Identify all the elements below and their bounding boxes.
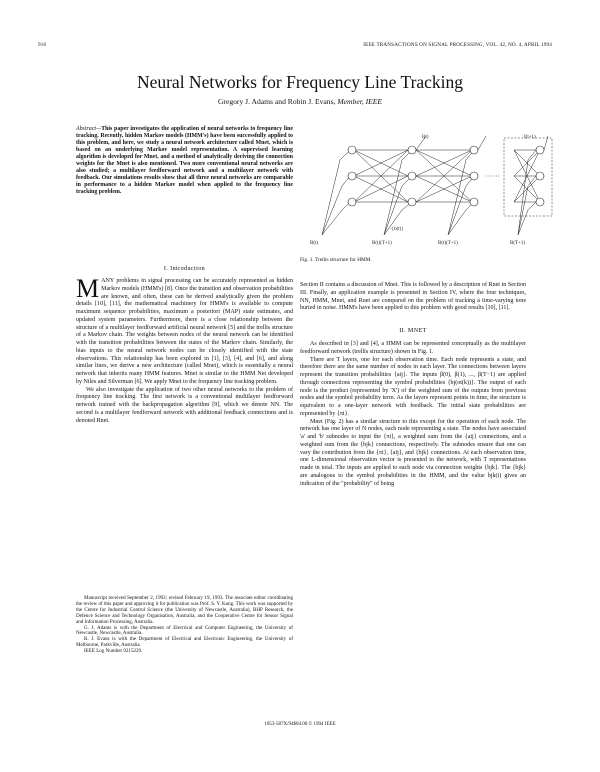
footnotes <box>76 596 293 655</box>
fig-label-top-1: I(t) <box>422 135 429 140</box>
fig-label-bottom-1: B(t) <box>310 241 319 246</box>
footnote-log-number: IEEE Log Number 9215229. <box>84 648 143 655</box>
footnote-evans: R. J. Evans is with the Department of Electrical and Electronic Engineering, the University of Melbourne, Parkville, Australia. <box>76 636 293 649</box>
abstract-label: Abstract— <box>76 126 102 132</box>
page-number: 916 <box>38 42 47 48</box>
abstract-text: This paper investigates the application of neural networks to frequency line tracking. Recently, hidden Markov models (HMM's) have been successfully applied to this problem, and here, we study a neural network architecture called Mnet, which is based on an underlying Markov model representation. A supervised learning algorithm is developed for Mnet, and a method of analytically deriving the connection weights for the Mnet is also mentioned. Two more conventional neural networks are also studied; a multilayer feedforward network and a multilayer network with feedback. Our simulations results show that all three neural networks are comparable in performance to a hidden Markov model when applied to the frequency line tracking problem. <box>76 126 293 195</box>
abstract <box>76 126 293 196</box>
fig-label-mid: -{b(t)} <box>390 227 404 232</box>
fig-label-bottom-2: B(t)(T+1) <box>372 241 392 246</box>
fig-label-top-2: I(t+1) <box>524 135 536 140</box>
fig-label-bottom-3: B(t)(T+1) <box>438 241 458 246</box>
trellis-connections <box>322 136 552 235</box>
mnet-heading: II. MNET <box>399 328 427 334</box>
footnote-manuscript: Manuscript received September 2, 1992; revised February 19, 1993. The associate editor coordinating the review of this paper and approving it for publication was Prof. S. Y. Kung. This work was supported by the Centre for Industrial Control Science (the University of Newcastle, Australia), BHP Research, the Defence Science and Technology Organisation, Australia, and the Cooperative Centre for Sensor Signal and Information Processing, Australia. <box>76 595 293 625</box>
mnet-paragraph-1: As described in [3] and [4], a HMM can be represented conceptually as the multilayer feedforward network (trellis structure) shown in Fig. 1. <box>300 341 526 355</box>
right-column-text <box>300 282 526 313</box>
intro-heading: I. Introduction <box>163 266 206 272</box>
author-membership: Member, IEEE <box>337 97 383 106</box>
intro-paragraph-1: ANY problems in signal processing can be accurately represented as hidden Markov models (HMM's) [8]. Once the transition and observation probabilities are known, and often, these can be derived analytically given the problem details [10], [11], the mathematical machinery for HMM's is available to compute maximum sequence probabilities, maximum a posteriori (MAP) state estimates, and updated system parameters. Furthermore, there is a close relationship between the structure of a multilayer feedforward artificial neural network [5] and the trellis structure of a Markov chain. The weights between nodes of the neural network can be identified with the transition probabilities between the states of the Markov chain. Similarly, the bias inputs to the neural network nodes can be closely identified with the state observations. This relationship has been explored in [1], [3], [4], and [6], and along similar lines, we derive a new architecture (called Mnet), which is essentially a neural network that inherits many HMM features. Mnet is similar to the HMM Net developed by Niles and Silverman [6]. We apply Mnet to the frequency line tracking problem. <box>76 278 293 385</box>
running-header: IEEE TRANSACTIONS ON SIGNAL PROCESSING, VOL. 42, NO. 4, APRIL 1994 <box>363 42 552 48</box>
intro-paragraph-2: We also investigate the application of two other neural networks to the problem of frequency line tracking. The first network is a conventional multilayer feedforward network trained with the backpropagation algorithm [9], which we denote NN. The second is a multilayer feedforward network with additional feedback connections and is denoted Rnet. <box>76 386 293 424</box>
fig-label-bottom-4: B(T+1) <box>510 241 526 246</box>
right-paragraph-1: Section II contains a discussion of Mnet. This is followed by a description of Rnet in Section III. Finally, an application example is presented in Section IV, where the four techniques, NN, HMM, Mnet, and Rnet are compared on the problem of tracking a time-varying tone buried in noise. HMM's have been applied to this problem with good results [10], [11]. <box>300 282 526 312</box>
mnet-paragraph-2: There are T layers, one for each observation time. Each node represents a state, and therefore there are the same number of nodes in each layer. The connections between layers represent the transition probabilities {aij}. The inputs β(0), β(1), ..., β(T−1) are applied through connections representing the symbol probabilities {bj(ot(k))}. The output of each node is the product (represented by 'X') of the weighted sum of the outputs from previous nodes and the symbol probability term. As the layers represent points in time, the structure is equivalent to a one-layer network with feedback. The initial state probabilities are represented by {πi}. <box>300 356 526 417</box>
figure-caption: Fig. 1. Trellis structure for HMM. <box>300 257 372 263</box>
author-names: Gregory J. Adams and Robin J. Evans, <box>217 97 336 106</box>
mnet-paragraph-3: Mnet (Fig. 2) has a similar structure to this except for the operation of each node. The network has one layer of N nodes, each node representing a state. The nodes have associated 'a' and 'b' subnodes to input the {πi}, a weighted sum from the {aij} connections, and a weighted sum from the {bjk} connections, respectively. The subnodes ensure that one can vary the contribution from the {πi}, {aij}, and {bjk} connections. At each observation time, one L-dimensional observation vector is presented to the network, with T representations made in total. The inputs are applied to each node via connection weights {bjk}. The {bjk} are analogous to the symbol probabilities in the HMM, and the value bjk(t) gives an indication of the "probability" of being <box>300 418 526 487</box>
footnote-adams: G. J. Adams is with the Department of Electrical and Computer Engineering, the University of Newcastle, Newcastle, Australia. <box>76 624 293 637</box>
copyright-footer: 1053-587X/94$04.00 © 1994 IEEE <box>264 722 336 727</box>
mnet-text <box>300 341 526 488</box>
paper-title: Neural Networks for Frequency Line Tracking <box>136 72 464 92</box>
author-line <box>0 97 600 106</box>
drop-cap: M <box>76 274 100 303</box>
intro-text <box>76 274 293 425</box>
